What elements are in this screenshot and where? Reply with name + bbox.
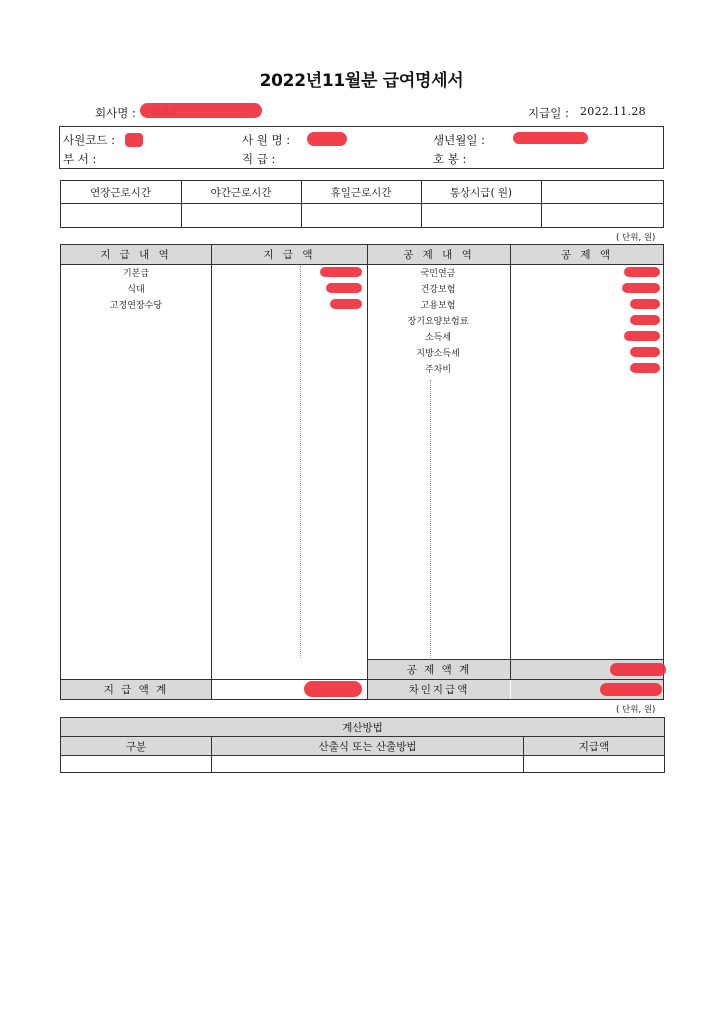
hours-header-holiday: 휴일근로시간 [330,186,392,199]
redaction-mark [630,363,660,373]
unit-note-2: ( 단위, 원) [616,705,656,715]
net-pay-label: 차인지급액 [368,680,510,699]
employee-code-label: 사원코드 : [63,133,115,147]
pay-total-label: 지 급 액 계 [61,680,211,699]
redaction-mark [326,283,362,293]
redaction-mark [624,267,660,277]
pay-date-label: 지급일 : [528,106,569,120]
redaction-mark [304,681,362,697]
unit-note: ( 단위, 원) [616,233,656,243]
deduct-items-header: 공 제 내 역 [368,245,510,264]
deduct-item: 장기요양보험료 [407,317,469,327]
deduct-item: 소득세 [424,333,452,343]
hours-header-overtime: 연장근로시간 [90,186,151,199]
redaction-mark [610,663,666,676]
hours-header-hourly-rate: 통상시급( 원) [449,186,513,199]
pay-item: 고정연장수당 [109,301,163,311]
rank-label: 직 급 : [242,152,276,166]
calc-col-formula: 산출식 또는 산출방법 [212,737,523,755]
deduct-amount-header: 공 제 액 [511,245,663,264]
pay-item: 식대 [127,285,145,295]
redaction-mark [624,331,660,341]
redaction-mark [622,283,660,293]
redaction-mark [630,347,660,357]
redaction-mark [140,103,262,118]
calc-col-category: 구분 [61,737,211,755]
redaction-mark [600,683,662,696]
hours-header-night: 야간근로시간 [210,186,272,199]
deduct-item: 건강보험 [420,285,456,295]
deduct-item: 국민연금 [420,269,456,279]
birth-date-label: 생년월일 : [433,133,485,147]
company-label: 회사명 : [95,106,136,120]
grade-label: 호 봉 : [433,152,467,166]
redaction-mark [320,267,362,277]
department-label: 부 서 : [63,152,97,166]
calc-col-amount: 지급액 [524,737,664,755]
employee-name-label: 사 원 명 : [242,133,291,147]
pay-item: 기본급 [122,269,150,279]
redaction-mark [125,133,143,147]
redaction-mark [307,132,347,146]
pay-table [60,244,664,700]
deduct-total-label: 공 제 액 계 [368,660,510,679]
redaction-mark [330,299,362,309]
redaction-mark [513,132,588,144]
calc-title: 계산방법 [61,718,664,736]
pay-items-header: 지 급 내 역 [61,245,211,264]
page-title: 2022년11월분 급여명세서 [259,71,464,91]
redaction-mark [630,299,660,309]
pay-date: 2022.11.28 [580,105,646,118]
redaction-mark [630,315,660,325]
pay-amount-header: 지 급 액 [212,245,367,264]
deduct-item: 지방소득세 [416,349,460,359]
deduct-item: 고용보험 [420,301,456,311]
deduct-item: 주차비 [424,365,452,375]
